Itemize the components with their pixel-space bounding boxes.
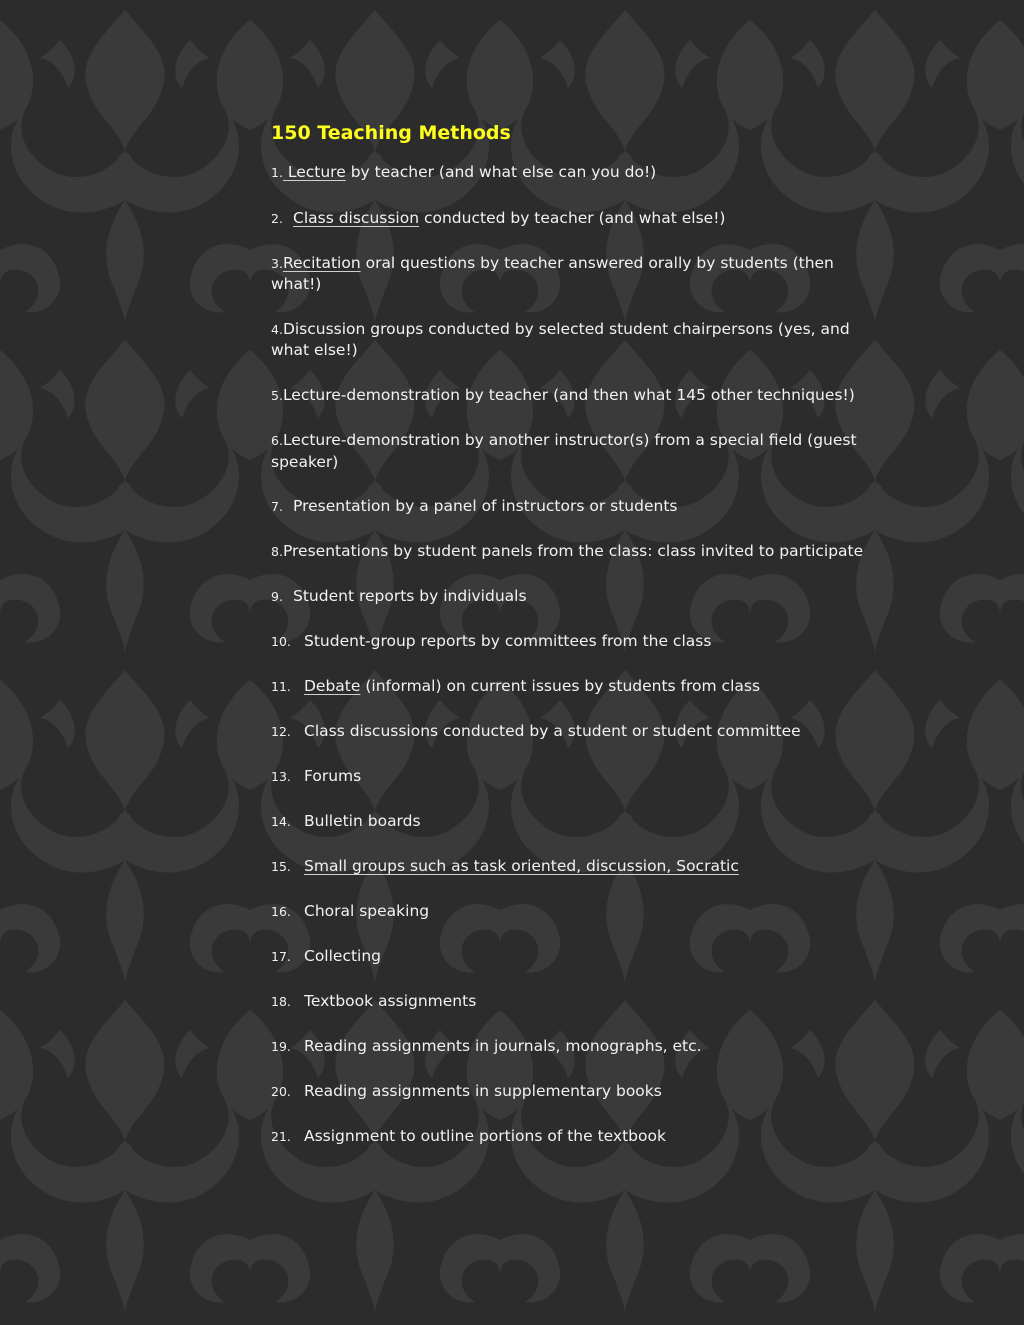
item-link[interactable]: Recitation <box>282 253 361 272</box>
list-item <box>271 253 871 295</box>
list-item <box>271 541 871 563</box>
item-number: 11. <box>271 679 291 694</box>
item-link[interactable]: Lecture <box>282 163 346 181</box>
item-text: Reading assignments in supplementary books <box>304 1082 662 1100</box>
list-item <box>271 676 871 697</box>
item-number: 1. <box>271 165 283 180</box>
item-text: Textbook assignments <box>304 992 477 1010</box>
item-text: Bulletin boards <box>304 812 421 830</box>
item-text: Assignment to outline portions of the textbook <box>304 1127 666 1145</box>
item-text: Lecture-demonstration by another instructor(s) from a special field (guest speaker) <box>271 431 857 471</box>
list-item <box>271 586 871 607</box>
item-text: Student-group reports by committees from the class <box>304 632 712 650</box>
item-number: 19. <box>271 1039 291 1054</box>
item-number: 5. <box>271 387 283 403</box>
page-title: 150 Teaching Methods <box>271 122 511 144</box>
item-text: Collecting <box>304 947 382 965</box>
item-text: Choral speaking <box>304 902 430 920</box>
list-item <box>271 991 871 1012</box>
item-text: conducted by teacher (and what else!) <box>419 209 726 227</box>
item-text: Discussion groups conducted by selected student chairpersons (yes, and what else!) <box>271 319 850 359</box>
list-item <box>271 496 871 517</box>
list-item <box>271 430 871 472</box>
item-text: Presentations by student panels from the class: class invited to participate <box>282 541 864 560</box>
item-text: Lecture-demonstration by teacher (and then what 145 other techniques!) <box>282 385 855 404</box>
list-item <box>271 631 871 652</box>
item-text: Student reports by individuals <box>293 587 527 605</box>
list-item <box>271 208 871 229</box>
item-text: Class discussions conducted by a student or student committee <box>304 722 801 740</box>
item-link[interactable]: Debate <box>304 677 361 695</box>
item-number: 17. <box>271 949 291 964</box>
list-item <box>271 856 871 877</box>
item-number: 8. <box>271 543 283 559</box>
list-item <box>271 901 871 922</box>
list-item <box>271 946 871 967</box>
item-link[interactable]: Class discussion <box>293 209 420 227</box>
item-number: 13. <box>271 769 291 784</box>
list-item <box>271 721 871 742</box>
list-item <box>271 385 871 407</box>
item-number: 2. <box>271 211 283 226</box>
list-item <box>271 319 871 361</box>
item-text: (informal) on current issues by students from class <box>360 677 761 695</box>
list-item <box>271 1036 871 1057</box>
item-text: by teacher (and what else can you do!) <box>345 163 657 181</box>
item-number: 6. <box>271 433 283 448</box>
item-number: 7. <box>271 499 283 514</box>
item-text: Forums <box>304 767 362 785</box>
item-text: Presentation by a panel of instructors or students <box>293 497 678 515</box>
item-number: 14. <box>271 814 291 829</box>
item-number: 4. <box>271 321 283 337</box>
item-text: oral questions by teacher answered orally by students (then what!) <box>271 253 834 293</box>
item-link[interactable]: Small groups such as task oriented, discussion, Socratic <box>304 857 739 875</box>
item-number: 9. <box>271 589 283 604</box>
item-number: 20. <box>271 1084 291 1099</box>
item-number: 10. <box>271 634 291 649</box>
item-number: 21. <box>271 1129 291 1144</box>
item-number: 18. <box>271 994 291 1009</box>
list-item <box>271 162 871 184</box>
item-text: Reading assignments in journals, monographs, etc. <box>304 1037 702 1055</box>
item-number: 15. <box>271 859 291 874</box>
list-item <box>271 766 871 787</box>
list-item <box>271 811 871 832</box>
item-number: 16. <box>271 904 291 919</box>
document-body <box>271 118 871 1147</box>
item-number: 3. <box>271 255 283 271</box>
item-number: 12. <box>271 724 291 739</box>
list-item <box>271 1081 871 1102</box>
list-item <box>271 1126 871 1147</box>
